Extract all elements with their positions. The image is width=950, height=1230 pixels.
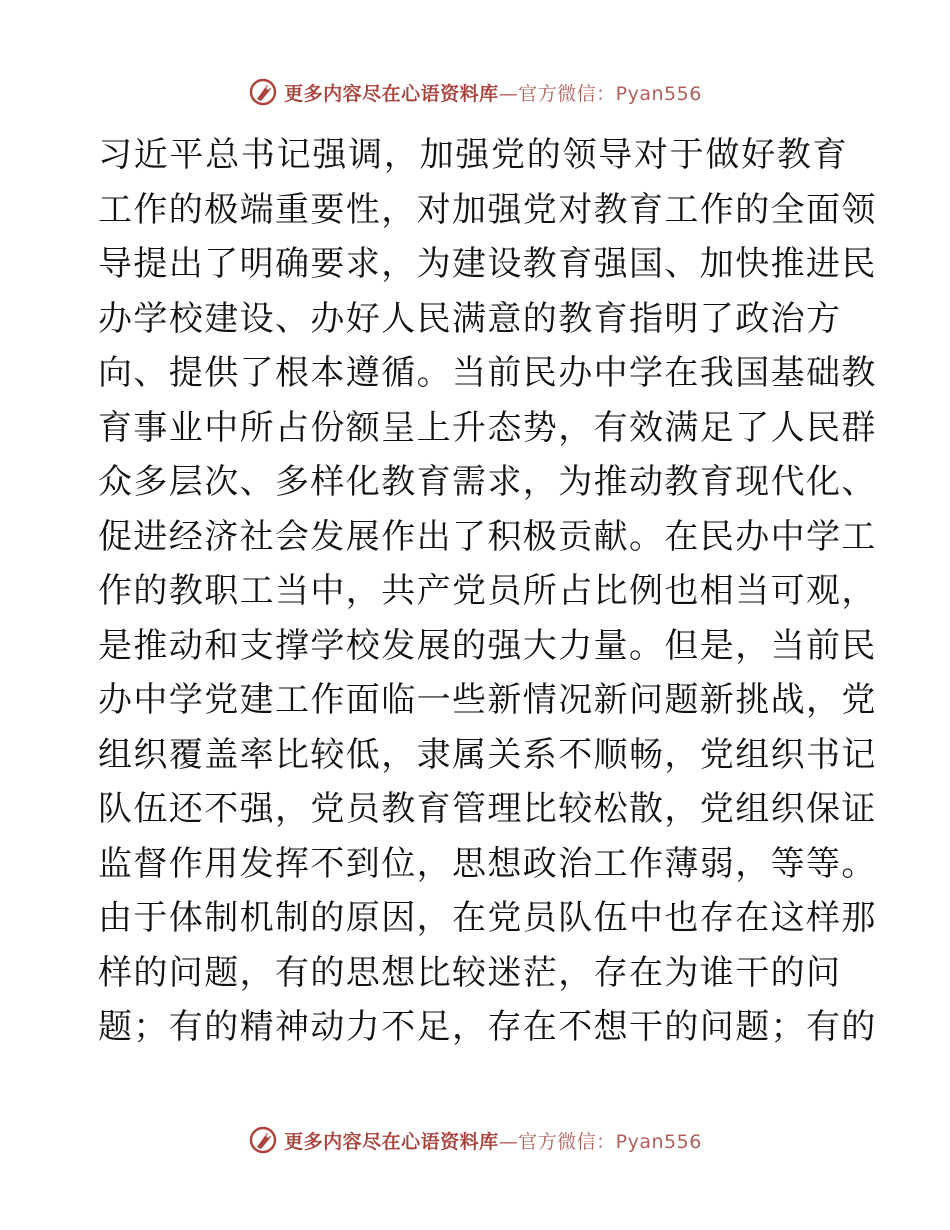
- paragraph-line: 育事业中所占份额呈上升态势，有效满足了人民群: [98, 407, 877, 448]
- paragraph-line: 是推动和支撑学校发展的强大力量。但是，当前民: [98, 625, 877, 666]
- footer-watermark: [0, 1120, 950, 1160]
- watermark-text: [284, 79, 702, 106]
- paragraph-line: 队伍还不强，党员教育管理比较松散，党组织保证: [98, 789, 877, 829]
- paragraph-line: 习近平总书记强调，加强党的领导对于做好教育: [98, 135, 848, 175]
- watermark-rest: —官方微信：Pyan556: [498, 82, 702, 105]
- paragraph-line: 促进经济社会发展作出了积极贡献。在民办中学工: [98, 516, 877, 557]
- header-watermark: [0, 72, 950, 112]
- watermark-rest: —官方微信：Pyan556: [498, 1130, 702, 1153]
- paragraph-line: 办中学党建工作面临一些新情况新问题新挑战，党: [98, 680, 877, 720]
- watermark-lead: 更多内容尽在心语资料库: [284, 82, 499, 105]
- paragraph-line: 监督作用发挥不到位，思想政治工作薄弱，等等。: [98, 843, 877, 884]
- document-body: [98, 128, 877, 1055]
- paragraph-line: 工作的极端重要性，对加强党对教育工作的全面领: [98, 189, 877, 230]
- paragraph-line: 由于体制机制的原因，在党员队伍中也存在这样那: [98, 898, 877, 938]
- paragraph-line: 导提出了明确要求，为建设教育强国、加快推进民: [98, 244, 877, 284]
- pen-nib-in-circle-icon: [248, 1125, 278, 1155]
- pen-nib-in-circle-icon: [248, 77, 278, 107]
- paragraph-line: 众多层次、多样化教育需求，为推动教育现代化、: [98, 462, 877, 502]
- paragraph-line: 向、提供了根本遵循。当前民办中学在我国基础教: [98, 353, 877, 393]
- paragraph-line: 组织覆盖率比较低，隶属关系不顺畅，党组织书记: [98, 734, 877, 775]
- watermark-lead: 更多内容尽在心语资料库: [284, 1130, 499, 1153]
- watermark-text: [284, 1127, 702, 1154]
- paragraph-line: 作的教职工当中，共产党员所占比例也相当可观，: [98, 571, 877, 611]
- paragraph-line: 办学校建设、办好人民满意的教育指明了政治方: [98, 298, 842, 339]
- paragraph-line: 题；有的精神动力不足，存在不想干的问题；有的: [98, 1007, 877, 1047]
- paragraph-line: 样的问题，有的思想比较迷茫，存在为谁干的问: [98, 952, 842, 993]
